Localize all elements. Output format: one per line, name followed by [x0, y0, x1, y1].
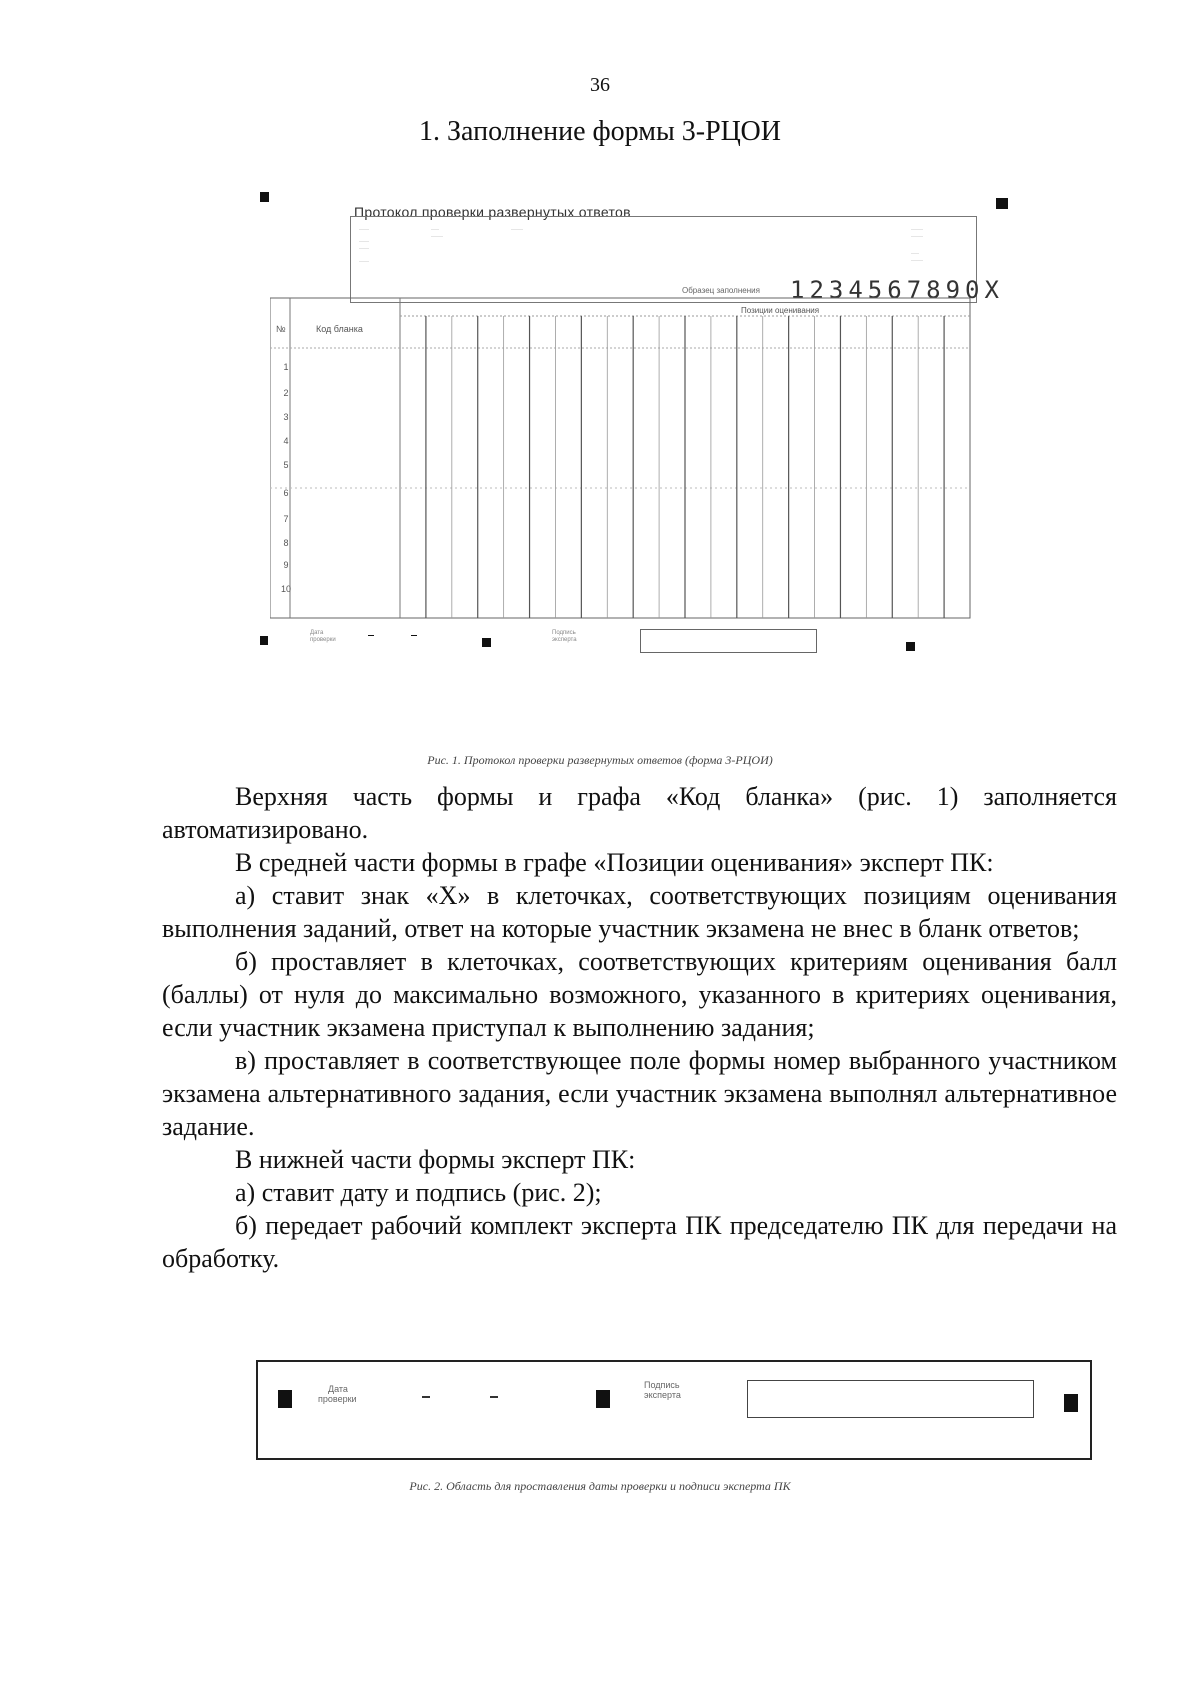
figure2-caption: Рис. 2. Область для проставления даты проверки и подписи эксперта ПК — [409, 1479, 791, 1493]
figure1-caption: Рис. 1. Протокол проверки развернутых ответов (форма 3-РЦОИ) — [427, 753, 773, 767]
marker-left — [278, 1390, 292, 1408]
row-number: 9 — [283, 560, 289, 570]
row-number: 10 — [280, 584, 291, 594]
paragraph: в) проставляет в соответствующее поле формы номер выбранного участником экзамена альтернативного задания, если участник экзамена выполнял альтернативное задание. — [162, 1046, 1117, 1141]
date-dash — [422, 1396, 430, 1398]
body-text — [162, 780, 1117, 1275]
footer-marker-right — [906, 642, 915, 651]
form-title: Протокол проверки развернутых ответов — [354, 204, 631, 220]
paragraph: а) ставит знак «X» в клеточках, соответствующих позициям оценивания выполнения заданий, ответ на которые участник экзамена не внес в бланк ответов; — [162, 881, 1117, 943]
sample-label: Образец заполнения — [682, 286, 760, 295]
row-number: 3 — [283, 412, 289, 422]
signature-label-line2: эксперта — [644, 1390, 681, 1400]
section-title: 1. Заполнение формы 3-РЦОИ — [419, 116, 781, 147]
paragraph: В нижней части формы эксперт ПК: — [235, 1145, 636, 1174]
paragraph: а) ставит дату и подпись (рис. 2); — [235, 1178, 602, 1207]
sample-digits: 1234567890X — [790, 276, 1004, 304]
paragraph: Верхняя часть формы и графа «Код бланка» (рис. 1) заполняется автоматизировано. — [162, 782, 1117, 844]
date-dash — [368, 635, 374, 636]
date-label-line2: проверки — [318, 1394, 357, 1404]
row-number: 2 — [283, 388, 289, 398]
form-header-box: ····· ····· ····· ····· ···· ······ ······ ······ ······ ···· ······ — [350, 216, 977, 303]
row-number: 5 — [283, 460, 289, 470]
row-number: 6 — [283, 488, 289, 498]
col-code-header: Код бланка — [316, 324, 363, 334]
date-label-line1: Дата — [328, 1384, 348, 1394]
signature-label-line1: Подпись — [644, 1380, 680, 1390]
row-number: 4 — [283, 436, 289, 446]
marker-right — [1064, 1394, 1078, 1412]
paragraph: б) проставляет в клеточках, соответствующих критериям оценивания балл (баллы) от нуля до максимально возможного, указанного в критериях оценивания, если участник экзамена приступал к выполнению задания; — [162, 947, 1117, 1042]
page-number: 36 — [590, 74, 610, 96]
form-date-label: Дата проверки — [310, 630, 336, 643]
figure-form-3-rcoi — [270, 198, 1010, 718]
row-number: 7 — [283, 514, 289, 524]
paragraph: б) передает рабочий комплект эксперта ПК председателю ПК для передачи на обработку. — [162, 1211, 1117, 1273]
row-number: 8 — [283, 538, 289, 548]
form-signature-box — [640, 629, 817, 653]
positions-label: Позиции оценивания — [740, 306, 820, 315]
marker-middle — [596, 1390, 610, 1408]
figure-date-signature-area — [256, 1360, 1092, 1460]
footer-marker-middle — [482, 638, 491, 647]
row-number: 1 — [283, 362, 289, 372]
signature-box — [747, 1380, 1034, 1418]
corner-marker-top-left — [260, 192, 269, 202]
date-dash — [411, 635, 417, 636]
paragraph: В средней части формы в графе «Позиции оценивания» эксперт ПК: — [235, 848, 994, 877]
col-number-header: № — [276, 324, 286, 334]
footer-marker-left — [260, 636, 268, 645]
date-dash — [490, 1396, 498, 1398]
form-signature-label: Подпись эксперта — [552, 630, 577, 643]
